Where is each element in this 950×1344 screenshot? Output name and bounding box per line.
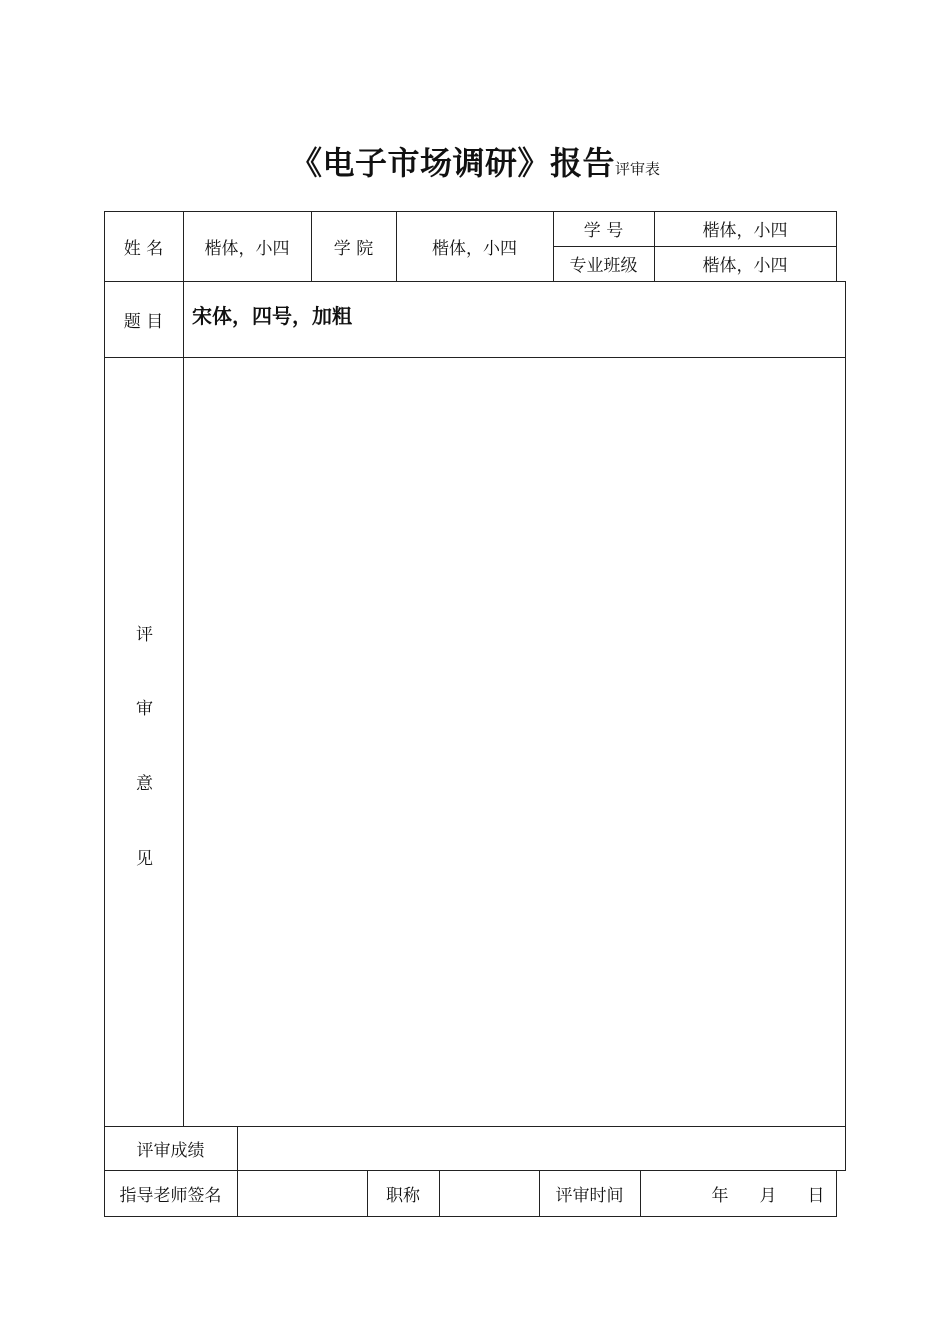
review-label-char-4: 见 <box>136 849 153 869</box>
score-field[interactable] <box>238 1127 845 1170</box>
score-label: 评审成绩 <box>136 1140 205 1161</box>
college-field[interactable]: 楷体，小四 <box>432 238 517 259</box>
date-month-label: 月 <box>759 1185 777 1206</box>
review-label-char-3: 意 <box>136 774 153 794</box>
advisor-signature-field[interactable] <box>238 1171 367 1216</box>
table-border-bottom <box>104 1216 837 1217</box>
major-class-field[interactable]: 楷体，小四 <box>702 256 788 276</box>
table-border-right-top <box>836 211 837 281</box>
table-border-right-middle <box>845 281 846 1170</box>
topic-field[interactable]: 宋体，四号，加粗 <box>192 303 352 328</box>
review-time-label: 评审时间 <box>555 1185 624 1206</box>
table-line-time-label <box>640 1170 641 1216</box>
date-year-label: 年 <box>711 1185 729 1206</box>
date-day-label: 日 <box>807 1185 825 1206</box>
review-label-char-1: 评 <box>136 625 153 645</box>
job-title-field[interactable] <box>440 1171 539 1216</box>
student-id-field[interactable]: 楷体，小四 <box>702 221 788 241</box>
title-sub: 评审表 <box>615 160 661 178</box>
student-id-label: 学 号 <box>583 221 624 241</box>
page-title <box>0 138 950 184</box>
review-label-char-2: 审 <box>136 699 153 719</box>
advisor-signature-label: 指导老师签名 <box>119 1185 222 1206</box>
name-label: 姓 名 <box>123 238 164 259</box>
name-field[interactable]: 楷体，小四 <box>204 238 290 259</box>
topic-label: 题 目 <box>123 311 164 332</box>
title-main: 《电子市场调研》报告 <box>289 144 615 182</box>
table-border-right-bottom <box>836 1170 837 1216</box>
major-class-label: 专业班级 <box>569 256 638 276</box>
college-label: 学 院 <box>333 238 374 259</box>
review-comments-area[interactable] <box>184 358 845 1126</box>
job-title-label: 职称 <box>386 1185 420 1206</box>
